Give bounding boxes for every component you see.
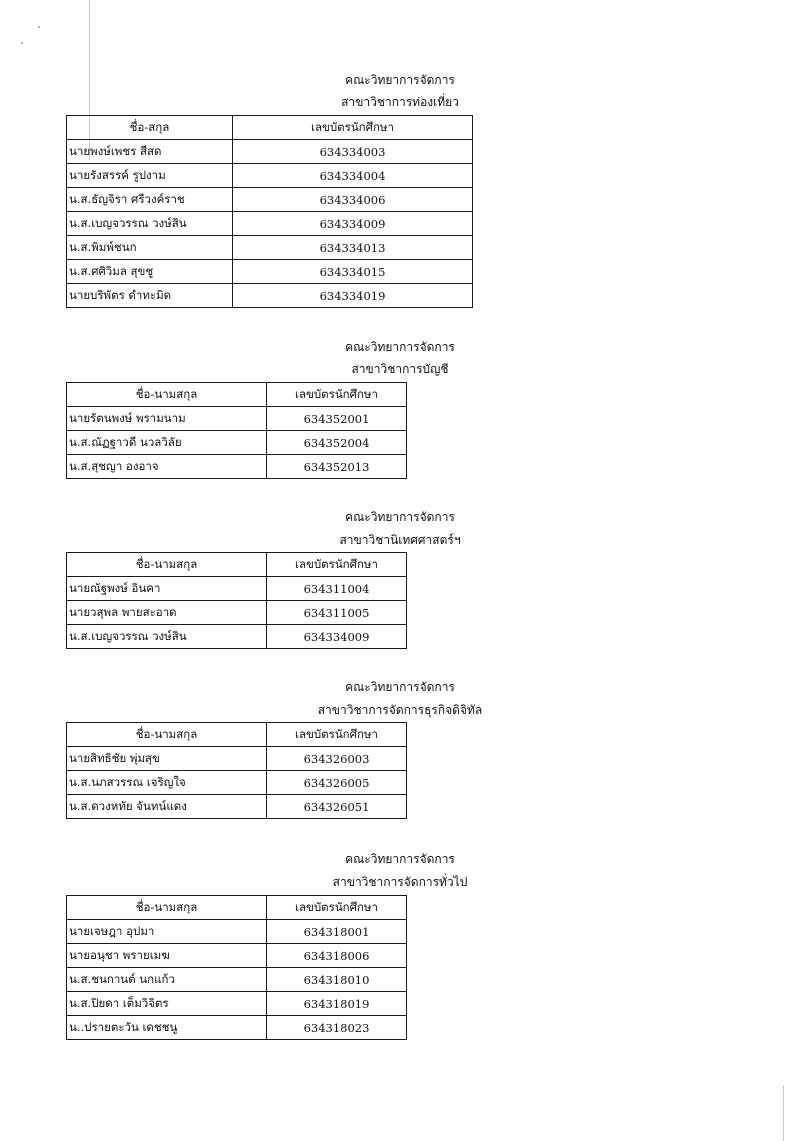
student-name-cell: นายรัตนพงษ์ พรามนาม <box>67 407 267 431</box>
student-id-cell: 634318001 <box>267 920 407 944</box>
table-row <box>67 625 407 649</box>
student-id-cell: 634318010 <box>267 968 407 992</box>
student-id-cell: 634326003 <box>267 747 407 771</box>
student-name-cell: นายบริพัตร ดำทะมิด <box>67 284 233 308</box>
student-id-column-header: เลขบัตรนักศึกษา <box>267 896 407 920</box>
student-id-cell: 634326005 <box>267 771 407 795</box>
program-heading: สาขาวิชาการท่องเที่ยว <box>341 95 459 109</box>
scan-artifact-dot <box>38 26 40 28</box>
student-id-cell: 634311005 <box>267 601 407 625</box>
student-name-cell: นายรังสรรค์ รูปงาม <box>67 164 233 188</box>
student-id-cell: 634334004 <box>233 164 473 188</box>
student-name-cell: นายสิทธิชัย พุ่มสุข <box>67 747 267 771</box>
student-id-cell: 634334009 <box>267 625 407 649</box>
student-name-cell: น..ปรายตะวัน เดชชนู <box>67 1016 267 1040</box>
student-name-cell: น.ส.สุชญา องอาจ <box>67 455 267 479</box>
student-id-column-header: เลขบัตรนักศึกษา <box>267 383 407 407</box>
program-heading: สาขาวิชาการจัดการทั่วไป <box>332 875 468 889</box>
table-row <box>67 601 407 625</box>
student-id-cell: 634311004 <box>267 577 407 601</box>
table-row <box>67 771 407 795</box>
table-row <box>67 455 407 479</box>
table-row <box>67 747 407 771</box>
table-header-row <box>67 896 407 920</box>
student-id-column-header: เลขบัตรนักศึกษา <box>233 116 473 140</box>
student-name-cell: น.ส.พิมพ์ชนก <box>67 236 233 260</box>
student-name-cell: น.ส.ธัญจิรา ศรีวงค์ราช <box>67 188 233 212</box>
name-column-header: ชื่อ-นามสกุล <box>67 383 267 407</box>
table-row <box>67 1016 407 1040</box>
table-header-row <box>67 723 407 747</box>
table-row <box>67 260 473 284</box>
student-id-cell: 634334003 <box>233 140 473 164</box>
table-row <box>67 407 407 431</box>
student-id-cell: 634352001 <box>267 407 407 431</box>
student-name-cell: น.ส.ปิยดา เต็มวิจิตร <box>67 992 267 1016</box>
table-header-row <box>67 383 407 407</box>
faculty-heading: คณะวิทยาการจัดการ <box>345 340 455 354</box>
table-row <box>67 795 407 819</box>
student-name-cell: น.ส.ณัฏฐาวดี นวลวิลัย <box>67 431 267 455</box>
student-name-cell: น.ส.นภสวรรณ เจริญใจ <box>67 771 267 795</box>
student-id-cell: 634334019 <box>233 284 473 308</box>
table-header-row <box>67 116 473 140</box>
student-table <box>66 115 473 308</box>
student-id-cell: 634326051 <box>267 795 407 819</box>
student-id-cell: 634334013 <box>233 236 473 260</box>
faculty-heading: คณะวิทยาการจัดการ <box>345 510 455 524</box>
table-row <box>67 236 473 260</box>
table-row <box>67 188 473 212</box>
student-id-cell: 634318006 <box>267 944 407 968</box>
table-row <box>67 968 407 992</box>
student-table <box>66 552 407 649</box>
student-id-cell: 634334015 <box>233 260 473 284</box>
student-name-cell: น.ส.ดวงหทัย จันทน์แดง <box>67 795 267 819</box>
faculty-heading: คณะวิทยาการจัดการ <box>345 680 455 694</box>
student-id-column-header: เลขบัตรนักศึกษา <box>267 723 407 747</box>
name-column-header: ชื่อ-นามสกุล <box>67 553 267 577</box>
student-name-cell: นายณัฐพงษ์ อินคา <box>67 577 267 601</box>
program-heading: สาขาวิชาการบัญชี <box>351 362 449 376</box>
table-row <box>67 944 407 968</box>
table-row <box>67 920 407 944</box>
student-id-cell: 634334006 <box>233 188 473 212</box>
student-id-cell: 634318019 <box>267 992 407 1016</box>
student-name-cell: นายเจษฎา อุปมา <box>67 920 267 944</box>
student-id-cell: 634334009 <box>233 212 473 236</box>
student-name-cell: น.ส.ศศิวิมล สุขชู <box>67 260 233 284</box>
name-column-header: ชื่อ-สกุล <box>67 116 233 140</box>
scan-artifact-line <box>783 1085 784 1141</box>
student-id-cell: 634318023 <box>267 1016 407 1040</box>
table-row <box>67 140 473 164</box>
program-heading: สาขาวิชานิเทศศาสตร์ฯ <box>339 533 461 547</box>
student-id-cell: 634352013 <box>267 455 407 479</box>
table-row <box>67 577 407 601</box>
program-heading: สาขาวิชาการจัดการธุรกิจดิจิทัล <box>317 703 483 717</box>
student-table <box>66 895 407 1040</box>
faculty-heading: คณะวิทยาการจัดการ <box>345 852 455 866</box>
scan-artifact-dot <box>21 42 23 44</box>
table-row <box>67 284 473 308</box>
name-column-header: ชื่อ-นามสกุล <box>67 896 267 920</box>
student-name-cell: น.ส.เบญจวรรณ วงษ์สิน <box>67 625 267 649</box>
table-row <box>67 992 407 1016</box>
student-id-column-header: เลขบัตรนักศึกษา <box>267 553 407 577</box>
student-name-cell: น.ส.เบญจวรรณ วงษ์สิน <box>67 212 233 236</box>
student-name-cell: นายพงษ์เพชร สีสด <box>67 140 233 164</box>
table-row <box>67 212 473 236</box>
table-header-row <box>67 553 407 577</box>
student-table <box>66 722 407 819</box>
student-id-cell: 634352004 <box>267 431 407 455</box>
faculty-heading: คณะวิทยาการจัดการ <box>345 73 455 87</box>
student-table <box>66 382 407 479</box>
student-name-cell: นายวสุพล พายสะอาด <box>67 601 267 625</box>
table-row <box>67 164 473 188</box>
student-name-cell: น.ส.ชนกานต์ นกแก้ว <box>67 968 267 992</box>
student-name-cell: นายอนุชา พรายเมฆ <box>67 944 267 968</box>
table-row <box>67 431 407 455</box>
name-column-header: ชื่อ-นามสกุล <box>67 723 267 747</box>
